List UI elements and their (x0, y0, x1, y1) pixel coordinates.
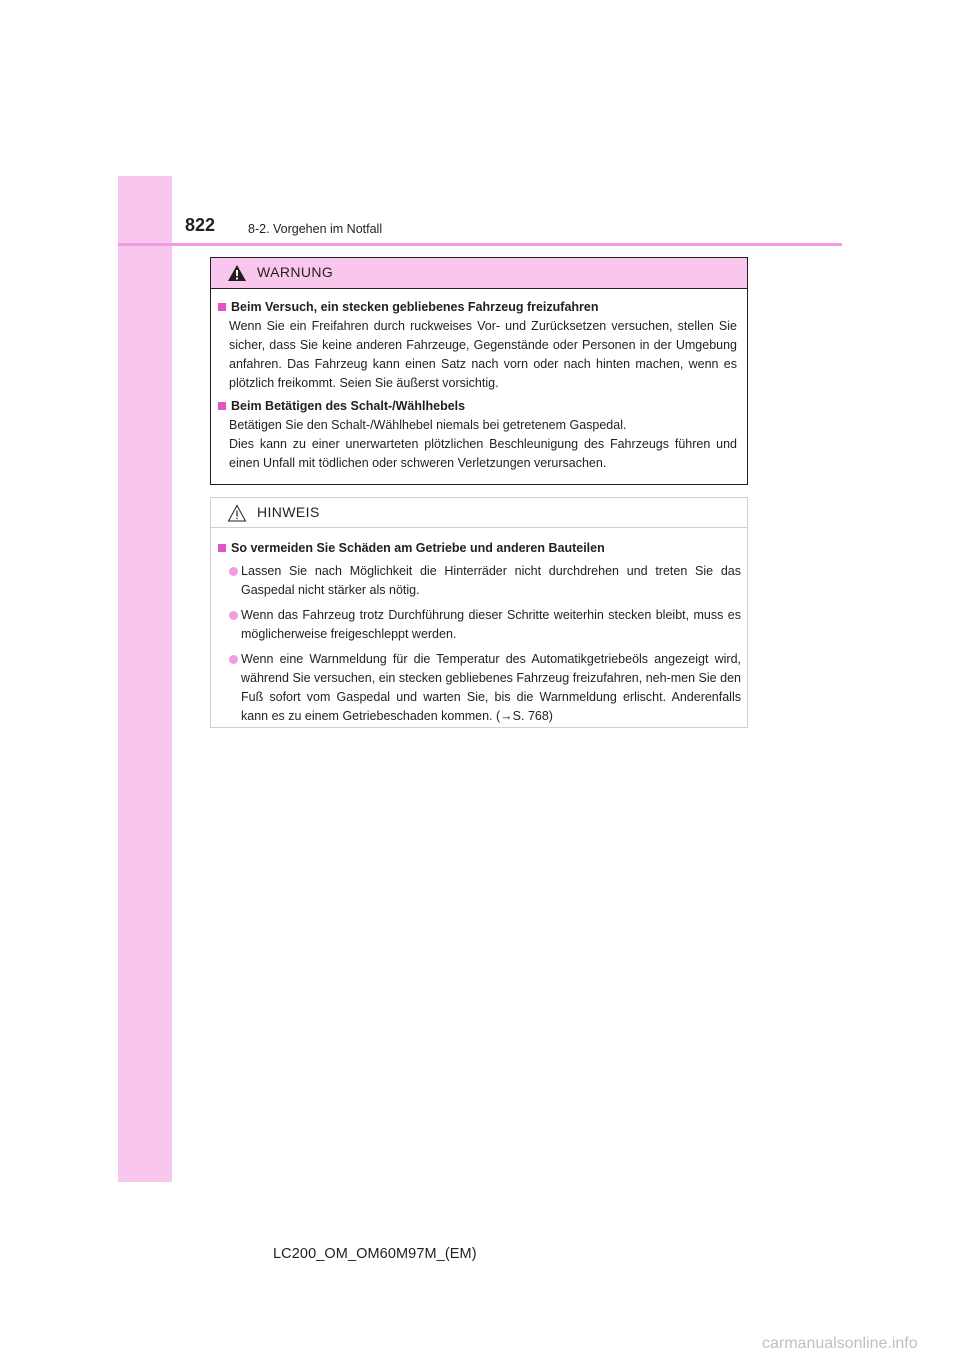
square-bullet-icon (218, 402, 226, 410)
warning-item-body (229, 317, 737, 393)
warning-item (211, 298, 747, 393)
warning-paragraph: Dies kann zu einer unerwarteten plötzlichen Beschleunigung des Fahrzeugs führen und einen Unfall mit tödlichen oder schweren Verletzungen verursachen. (229, 437, 737, 470)
warning-item-body (229, 416, 737, 473)
warning-item-heading: Beim Versuch, ein stecken gebliebenes Fahrzeug freizufahren (213, 298, 747, 317)
page-number: 822 (185, 215, 216, 235)
square-bullet-icon (218, 303, 226, 311)
watermark: carmanualsonline.info (762, 1335, 918, 1352)
hint-bullet: Wenn eine Warnmeldung für die Temperatur des Automatikgetriebeöls angezeigt wird, während Sie versuchen, ein stecken gebliebenes Fahrzeug freizufahren, neh-men Sie den Fuß sofort vom Gaspedal und warten Sie, bis die Warnmeldung erlischt. Anderenfalls kann es zu einem Getriebeschaden kommen. (→S. 768) (211, 650, 741, 726)
warning-paragraph: Wenn Sie ein Freifahren durch ruckweises Vor- und Zurücksetzen versuchen, stellen Sie sicher, dass Sie keine anderen Fahrzeuge, Gegenstände oder Personen in der Umgebung anfahren. Das Fahrzeug kann einen Satz nach vorn oder nach hinten machen, wenn es plötzlich freikommt. Seien Sie äußerst vorsichtig. (229, 319, 737, 390)
hint-item (211, 539, 747, 558)
warning-header (211, 258, 747, 289)
hint-item-heading: So vermeiden Sie Schäden am Getriebe und anderen Bauteilen (213, 539, 747, 558)
warning-content (211, 298, 747, 477)
sidebar-tab (118, 176, 172, 1182)
square-bullet-icon (218, 544, 226, 552)
warning-box (210, 257, 748, 485)
footer-code: LC200_OM_OM60M97M_(EM) (273, 1246, 477, 1262)
warning-item (211, 397, 747, 473)
warning-triangle-filled-icon (227, 264, 247, 282)
section-title: 8-2. Vorgehen im Notfall (248, 222, 383, 236)
hint-content (211, 539, 747, 732)
warning-triangle-outline-icon (227, 504, 247, 522)
warning-item-heading: Beim Betätigen des Schalt-/Wählhebels (213, 397, 747, 416)
circle-bullet-icon (229, 611, 238, 620)
hint-label: HINWEIS (257, 504, 320, 520)
hint-bullet: Lassen Sie nach Möglichkeit die Hinterräder nicht durchdrehen und treten Sie das Gaspedal nicht stärker als nötig. (211, 562, 741, 600)
hint-box (210, 497, 748, 728)
hint-header (211, 498, 747, 528)
header-rule (118, 243, 842, 246)
warning-paragraph: Betätigen Sie den Schalt-/Wählhebel niemals bei getretenem Gaspedal. (229, 418, 627, 432)
hint-bullet: Wenn das Fahrzeug trotz Durchführung dieser Schritte weiterhin stecken bleibt, muss es möglicherweise freigeschleppt werden. (211, 606, 741, 644)
circle-bullet-icon (229, 567, 238, 576)
warning-label: WARNUNG (257, 264, 334, 280)
circle-bullet-icon (229, 655, 238, 664)
